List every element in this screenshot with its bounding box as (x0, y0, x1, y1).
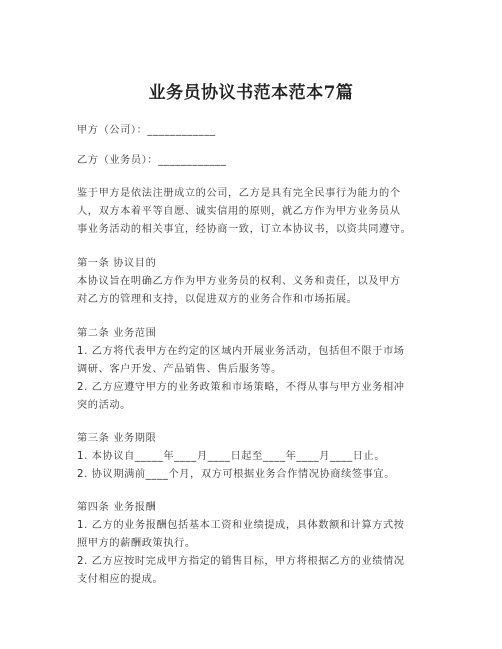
article-4-line: 1. 乙方的业务报酬包括基本工资和业绩提成，具体数额和计算方式按 (77, 520, 405, 531)
party-b-line: 乙方（业务员）：____________ (77, 155, 227, 166)
article-2-heading: 第二条 业务范围 (77, 328, 157, 339)
article-2-line: 2. 乙方应遵守甲方的业务政策和市场策略，不得从事与甲方业务相冲 (77, 382, 405, 393)
intro-line: 人，双方本着平等自愿、诚实信用的原则，就乙方作为甲方业务员从 (77, 206, 401, 217)
article-1-line: 对乙方的管理和支持，以促进双方的业务合作和市场拓展。 (77, 294, 358, 305)
intro-line: 事业务活动的相关事宜，经协商一致，订立本协议书，以资共同遵守。 (77, 224, 412, 235)
intro-line: 鉴于甲方是依法注册成立的公司，乙方是具有完全民事行为能力的个 (77, 188, 401, 199)
article-4-line: 2. 乙方应按时完成甲方指定的销售目标，甲方将根据乙方的业绩情况 (77, 556, 405, 567)
article-3-line: 2. 协议期满前____个月，双方可根据业务合作情况协商续签事宜。 (77, 469, 396, 480)
article-1-heading: 第一条 协议目的 (77, 258, 157, 269)
article-1-line: 本协议旨在明确乙方作为甲方业务员的权利、义务和责任，以及甲方 (77, 276, 401, 287)
article-4-line: 支付相应的提成。 (77, 574, 164, 585)
article-2-line: 突的活动。 (77, 400, 131, 411)
article-3-heading: 第三条 业务期限 (77, 433, 157, 444)
article-4-heading: 第四条 业务报酬 (77, 502, 157, 513)
article-2-line: 调研、客户开发、产品销售、售后服务等。 (77, 364, 282, 375)
document-title: 业务员协议书范本范本7篇 (148, 83, 354, 103)
article-4-line: 照甲方的薪酬政策执行。 (77, 538, 196, 549)
article-2-line: 1. 乙方将代表甲方在约定的区域内开展业务活动，包括但不限于市场 (77, 346, 405, 357)
article-3-line: 1. 本协议自_____年____月____日起至____年____月____日止。 (77, 451, 386, 462)
party-a-line: 甲方（公司）：____________ (77, 125, 216, 136)
